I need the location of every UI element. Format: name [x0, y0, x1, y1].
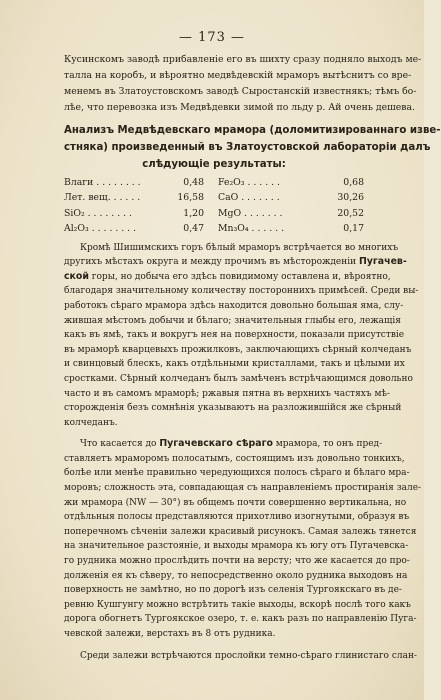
text-fragment: долженія ея къ сѣверу, то непосредственно около рудника выходовъ на	[64, 570, 408, 581]
text-fragment: Кромѣ Шишимскихъ горъ бѣлый мраморъ встрѣчается во многихъ	[80, 242, 399, 253]
text-line	[64, 328, 405, 343]
paragraph-clay-slate	[64, 649, 417, 664]
component-label: CaO . . . . . . .	[218, 192, 280, 204]
emphasized-place-name: Пугачев-	[358, 256, 407, 268]
analysis-table	[64, 175, 364, 237]
paragraph-intro	[64, 52, 422, 116]
text-fragment: Что касается до	[80, 439, 160, 450]
text-line	[64, 496, 407, 511]
text-fragment: моровъ; сложность эта, совпадающая съ направленіемъ простиранія зале-	[64, 483, 422, 494]
text-fragment: и свинцовый блескъ, какъ отдѣльными кристаллами, такъ и цѣлыми их	[64, 359, 405, 370]
text-fragment: чевской залежи, верстахъ въ 8 отъ рудника.	[64, 629, 276, 639]
text-fragment: на значительное разстояніе, и выходы мрамора къ югу отъ Пугачевска-	[64, 541, 409, 552]
heading-line: Анализъ Медвѣдевскаго мрамора (доломитизированнаго изве-	[64, 124, 441, 136]
text-line: лѣе, что перевозка изъ Медвѣдевки зимой по льду р. Ай очень дешева.	[64, 101, 416, 113]
analysis-heading	[64, 122, 441, 173]
text-line	[64, 299, 404, 314]
text-fragment: мрамора, то онъ пред-	[272, 439, 383, 450]
text-line	[64, 401, 402, 416]
text-fragment: отдѣльныя полосы представляются прихотливо изогнутыми, образуя въ	[64, 512, 410, 523]
component-label: Mn₃O₄ . . . . . .	[218, 223, 285, 235]
text-fragment: горы, но добыча его здѣсь повидимому оставлена и, вѣроятно,	[88, 271, 391, 282]
text-line	[64, 270, 391, 285]
text-fragment: въ мраморѣ кварцевыхъ прожилковъ, заключающихъ сѣрный колчеданъ	[64, 344, 412, 355]
text-line	[64, 241, 399, 256]
text-line	[64, 343, 412, 358]
paragraph-grey-marble	[64, 437, 422, 641]
text-fragment: сростками. Сѣрный колчеданъ былъ замѣченъ встрѣчающимся довольно	[64, 373, 413, 384]
text-line: Кусинскомъ заводѣ прибавленіе его въ шихту сразу подняло выходъ ме-	[64, 54, 422, 65]
component-value: 0,17	[343, 223, 364, 235]
text-line	[64, 284, 419, 299]
component-value: 0,68	[343, 176, 364, 188]
component-label: MgO . . . . . . .	[218, 207, 283, 219]
text-fragment: какъ въ ямѣ, такъ и вокругъ нея на поверхности, показали присутствіе	[64, 330, 405, 341]
text-fragment: ставляетъ мраморомъ полосатымъ, состоящимъ изъ довольно тонкихъ,	[64, 453, 405, 464]
text-line	[64, 314, 401, 329]
text-line: талла на коробъ, и вѣроятно медвѣдевскій мраморъ вытѣснитъ со вре-	[64, 69, 412, 81]
component-value: 30,26	[337, 192, 364, 204]
text-line	[64, 627, 364, 642]
text-line	[64, 255, 407, 270]
text-fragment: благодаря значительному количеству постороннихъ примѣсей. Среди вы-	[64, 286, 419, 297]
text-line	[64, 554, 410, 569]
component-label: Влаги . . . . . . . .	[64, 176, 141, 188]
text-fragment: поперечномъ сѣченіи залежи красивый рисунокъ. Самая залежь тянется	[64, 526, 417, 537]
analysis-row	[64, 221, 364, 237]
component-value: 0,47	[183, 223, 204, 235]
text-fragment: часто и въ самомъ мраморѣ; ржавыя пятна въ верхнихъ частяхъ мѣ-	[64, 388, 390, 399]
text-line	[64, 569, 408, 584]
text-line	[64, 357, 405, 372]
text-line	[64, 416, 364, 431]
component-value: 20,52	[337, 207, 364, 219]
text-fragment: сторожденія безъ сомнѣнія указываютъ на разложившійся же сѣрный	[64, 403, 402, 414]
text-line	[64, 525, 417, 540]
analysis-row	[64, 190, 364, 206]
text-fragment: другихъ мѣстахъ округа и между прочимъ въ мѣсторожденіи	[64, 257, 359, 268]
component-label: SiO₂ . . . . . . . .	[64, 207, 132, 219]
text-fragment: го рудника можно прослѣдить почти на версту; что же касается до про-	[64, 556, 410, 567]
text-line	[64, 466, 410, 481]
text-line	[64, 539, 409, 554]
emphasized-place-name: Пугачевскаго сѣраго	[159, 438, 273, 450]
text-line	[64, 452, 405, 467]
component-value: 0,48	[183, 176, 204, 188]
text-line	[64, 387, 390, 402]
heading-line: слѣдующіе результаты:	[142, 158, 286, 170]
text-fragment: дорога обогнетъ Тургоякское озеро, т. е. какъ разъ по направленію Пуга-	[64, 614, 417, 625]
component-label: Fe₂O₃ . . . . . .	[218, 176, 280, 188]
component-value: 1,20	[183, 207, 204, 219]
text-line	[64, 372, 413, 387]
page-number: — 173 —	[178, 30, 246, 45]
text-line: Среди залежи встрѣчаются прослойки темно-сѣраго глинистаго слан-	[80, 650, 417, 661]
text-line	[64, 598, 411, 613]
emphasized-place-name: ской	[64, 270, 89, 282]
heading-line: стняка) произведенный въ Златоустовской лабораторіи далъ	[64, 141, 431, 153]
text-fragment: ревню Кушгунгу можно встрѣтить такіе выходы, вскорѣ послѣ того какъ	[64, 599, 411, 610]
text-fragment: жившая мѣстомъ добычи и бѣлаго; значительныя глыбы его, лежащія	[64, 315, 401, 326]
paragraph-white-marble	[64, 241, 419, 431]
text-line	[64, 612, 417, 627]
text-fragment: болѣе или менѣе правильно чередующихся полосъ сѣраго и бѣлаго мра-	[64, 468, 410, 479]
text-fragment: работокъ сѣраго мрамора здѣсь находится довольно большая яма, слу-	[64, 300, 404, 311]
component-value: 16,58	[177, 192, 204, 204]
text-fragment: жи мрамора (NW — 30°) въ общемъ почти совершенно вертикальна, но	[64, 497, 407, 508]
analysis-row	[64, 206, 364, 222]
component-label: Al₂O₃ . . . . . . . .	[64, 223, 137, 235]
page-body	[64, 52, 441, 663]
component-label: Лет. вещ. . . . . .	[64, 192, 141, 204]
text-line	[64, 510, 410, 525]
text-line: менемъ въ Златоустовскомъ заводѣ Сыростанскій известнякъ; тѣмъ бо-	[64, 85, 417, 97]
analysis-row	[64, 175, 364, 191]
text-line	[64, 583, 402, 598]
text-line	[64, 481, 422, 496]
text-line	[64, 437, 383, 452]
text-fragment: поверхность не замѣтно, но по дорогѣ изъ селенія Тургоякскаго въ де-	[64, 585, 402, 596]
text-fragment: колчеданъ.	[64, 417, 118, 428]
